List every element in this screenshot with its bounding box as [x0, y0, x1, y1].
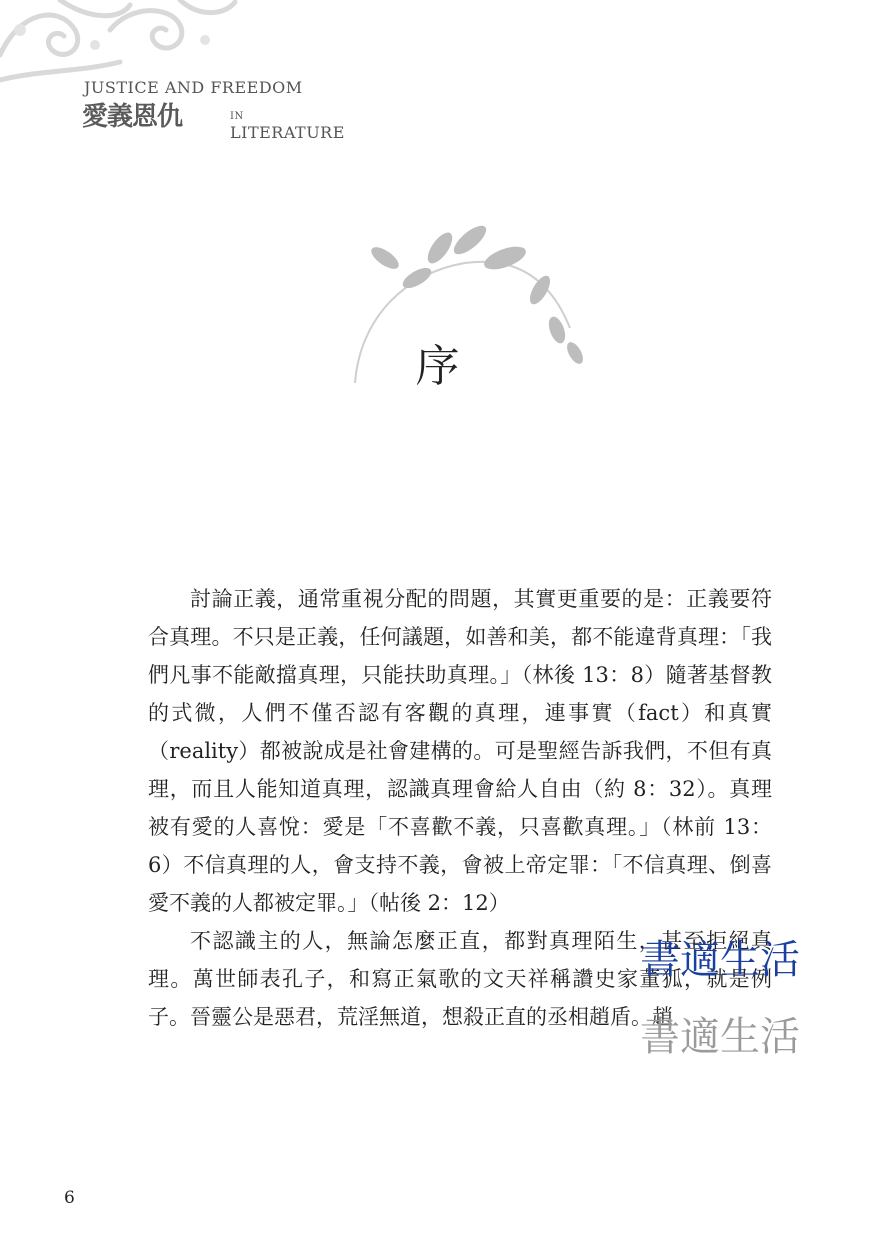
series-title-in: IN [230, 111, 244, 122]
watermark-primary: 書適生活 [640, 937, 800, 983]
series-title-english-line2 [230, 104, 360, 142]
body-paragraph: 不認識主的人，無論怎麼正直，都對真理陌生，甚至拒絕真理。萬世師表孔子，和寫正氣歌的文天祥稱讚史家董狐，就是例子。晉靈公是惡君，荒淫無道，想殺正直的丞相趙盾。趙 [148, 929, 772, 1029]
body-paragraph: 討論正義，通常重視分配的問題，其實更重要的是：正義要符合真理。不只是正義，任何議題，如善和美，都不能違背真理：「我們凡事不能敵擋真理，只能扶助真理。」（林後 13：8）隨著基督教的式微，人們不僅否認有客觀的真理，連事實（fact）和真實（reality）都被說成是社會建構的。可是聖經告訴我們，不但有真理，而且人能知道真理，認識真理會給人自由（約 8：32）。真理被有愛的人喜悅：愛是「不喜歡不義，只喜歡真理。」（林前 13：6）不信真理的人，會支持不義，會被上帝定罪：「不信真理、倒喜愛不義的人都被定罪。」（帖後 2：12） [148, 587, 772, 915]
watermark-secondary: 書適生活 [640, 1014, 800, 1060]
series-title-chinese: 愛義恩仇 [82, 102, 183, 132]
series-title-literature: LITERATURE [230, 123, 345, 142]
series-logo [60, 78, 360, 142]
series-title-english-line1: JUSTICE AND FREEDOM [84, 78, 303, 97]
corner-flourish-ornament [0, 0, 240, 90]
page-title: 序 [415, 341, 460, 392]
page-number: 6 [64, 1188, 75, 1208]
